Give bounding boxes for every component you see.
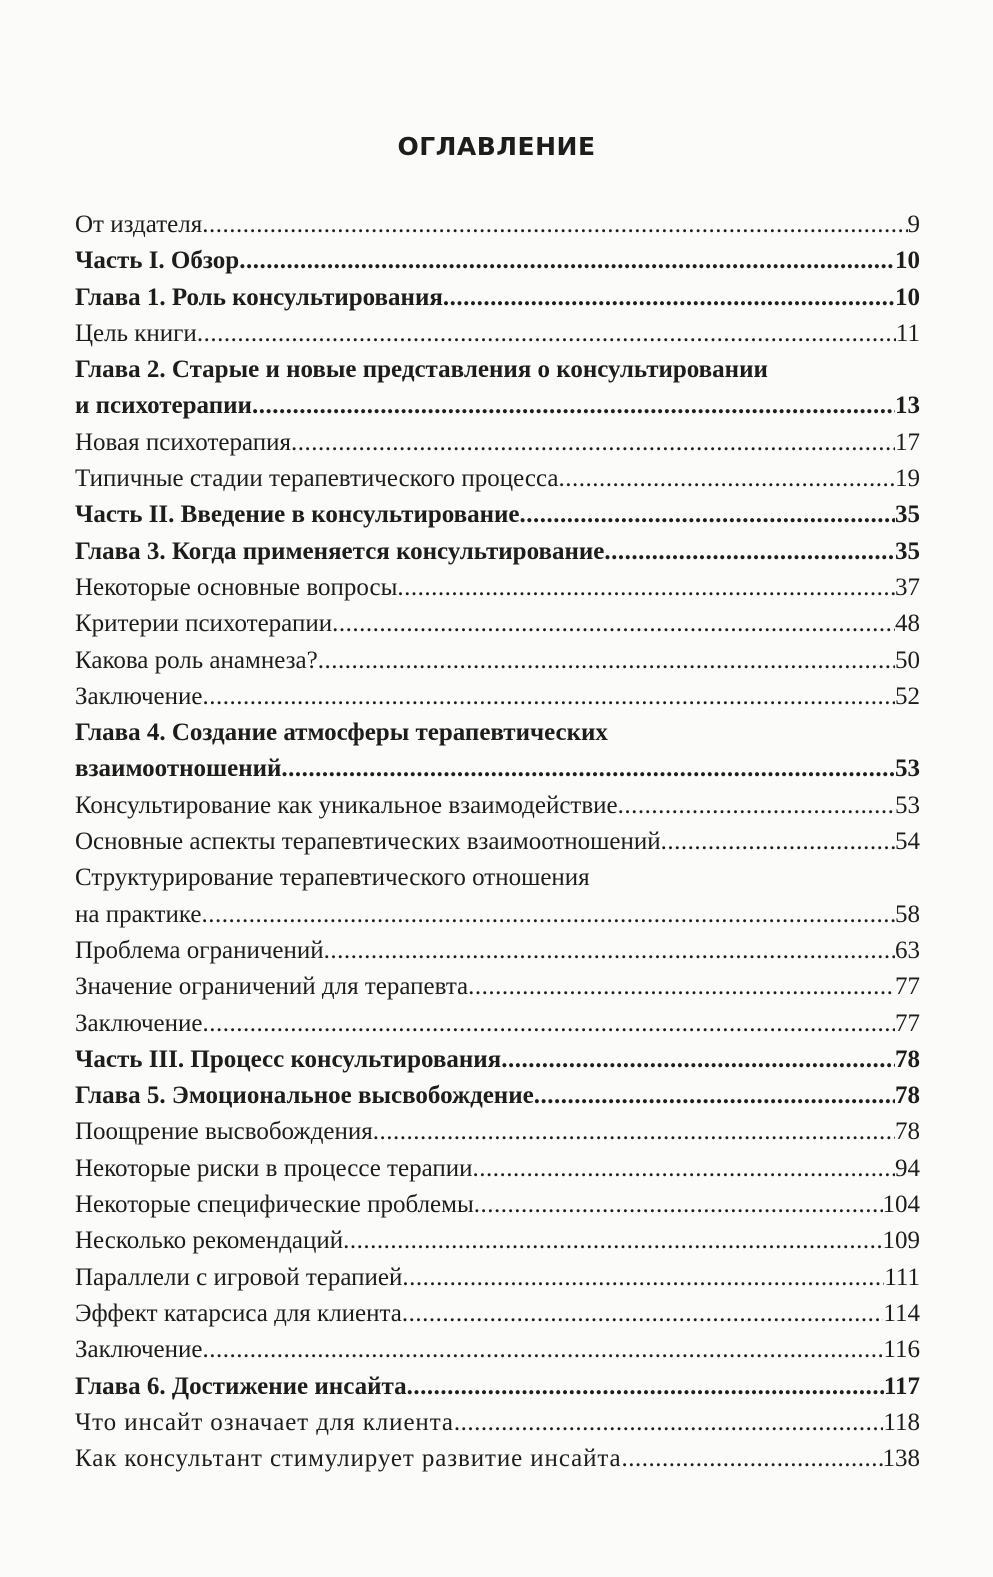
dot-leader	[203, 1332, 884, 1368]
toc-page-number: 138	[882, 1445, 920, 1473]
toc-entry	[75, 207, 920, 243]
toc-entry-title: Какова роль анамнеза?	[75, 646, 318, 674]
toc-entry	[75, 679, 920, 715]
toc-entry-line	[75, 1260, 920, 1296]
toc-entry-title: Некоторые специфические проблемы	[75, 1191, 474, 1219]
toc-entry	[75, 425, 920, 461]
table-of-contents	[75, 207, 920, 1477]
toc-page-number: 9	[907, 211, 920, 238]
toc-entry	[75, 715, 920, 788]
dot-leader	[520, 497, 895, 533]
toc-page-number: 10	[895, 283, 920, 311]
toc-entry-line	[75, 1114, 920, 1150]
toc-page-number: 53	[895, 791, 920, 819]
toc-entry	[75, 969, 920, 1005]
toc-entry-title: Заключение	[75, 1336, 203, 1364]
dot-leader	[559, 461, 896, 497]
dot-leader	[318, 643, 895, 679]
toc-entry-line	[75, 1006, 920, 1042]
dot-leader	[402, 1296, 884, 1332]
dot-leader	[402, 1260, 884, 1296]
toc-entry-title: Значение ограничений для терапевта	[75, 973, 469, 1001]
toc-entry-line	[75, 824, 920, 860]
toc-entry-line	[75, 534, 920, 570]
toc-entry	[75, 1296, 920, 1332]
toc-page-number: 48	[895, 610, 920, 638]
dot-leader	[332, 606, 895, 642]
toc-entry-line	[75, 1441, 920, 1477]
toc-entry-title: Часть III. Процесс консультирования	[75, 1045, 502, 1073]
toc-entry-title: Проблема ограничений	[75, 936, 324, 964]
toc-page-number: 111	[884, 1263, 920, 1291]
toc-entry-line	[75, 679, 920, 715]
toc-entry	[75, 1151, 920, 1187]
toc-entry-title: взаимоотношений	[75, 755, 282, 783]
toc-entry-line	[75, 1332, 920, 1368]
toc-entry-line	[75, 207, 920, 243]
toc-entry-title: Некоторые риски в процессе терапии	[75, 1154, 473, 1182]
toc-entry-line	[75, 933, 920, 969]
toc-page-number: 35	[895, 501, 920, 529]
toc-entry-line	[75, 969, 920, 1005]
toc-entry	[75, 534, 920, 570]
toc-entry	[75, 280, 920, 316]
toc-entry-line	[75, 461, 920, 497]
toc-entry	[75, 316, 920, 352]
toc-page-number: 109	[882, 1227, 920, 1255]
toc-entry-title-line: Структурирование терапевтического отношения	[75, 864, 590, 892]
toc-entry	[75, 1042, 920, 1078]
toc-entry	[75, 352, 920, 425]
toc-entry-line	[75, 1187, 920, 1223]
toc-entry-line	[75, 897, 920, 933]
dot-leader	[291, 425, 895, 461]
toc-entry-line	[75, 316, 920, 352]
toc-entry	[75, 643, 920, 679]
dot-leader	[281, 751, 895, 787]
toc-entry-line	[75, 1405, 920, 1441]
toc-page-number: 78	[895, 1082, 920, 1110]
dot-leader	[604, 534, 895, 570]
toc-entry-title: Консультирование как уникальное взаимодействие	[75, 791, 618, 819]
toc-page-number: 13	[895, 392, 920, 420]
toc-entry-line	[75, 1151, 920, 1187]
toc-entry-title-line: Глава 4. Создание атмосферы терапевтических	[75, 719, 608, 747]
toc-entry-line	[75, 243, 920, 279]
dot-leader	[661, 824, 895, 860]
toc-page-number: 11	[895, 319, 920, 347]
dot-leader	[203, 1006, 896, 1042]
toc-page-number: 58	[895, 900, 920, 928]
toc-page-number: 104	[882, 1191, 920, 1219]
dot-leader	[239, 243, 895, 279]
toc-entry-title: Что инсайт означает для клиента	[75, 1408, 454, 1436]
page-title: ОГЛАВЛЕНИЕ	[397, 132, 596, 161]
dot-leader	[501, 1042, 895, 1078]
toc-entry-line	[75, 497, 920, 533]
toc-page-number: 53	[895, 755, 920, 783]
toc-page-number: 77	[895, 1009, 920, 1037]
toc-entry-title: и психотерапии	[75, 392, 252, 420]
toc-entry-line	[75, 280, 920, 316]
dot-leader	[201, 897, 895, 933]
toc-entry	[75, 1223, 920, 1259]
toc-entry	[75, 1405, 920, 1441]
toc-entry-title-line: Глава 2. Старые и новые представления о консультировании	[75, 356, 768, 384]
toc-page-number: 118	[883, 1408, 920, 1436]
toc-entry-title: Как консультант стимулирует развитие инсайта	[75, 1445, 622, 1473]
toc-page-number: 94	[895, 1154, 920, 1182]
toc-entry	[75, 933, 920, 969]
toc-entry-title: Несколько рекомендаций	[75, 1227, 344, 1255]
toc-page-number: 35	[895, 537, 920, 565]
toc-page-number: 78	[895, 1045, 920, 1073]
toc-page-number: 52	[895, 682, 920, 710]
dot-leader	[407, 1369, 884, 1405]
toc-entry	[75, 461, 920, 497]
toc-page-number: 77	[895, 973, 920, 1001]
toc-entry-title: Параллели с игровой терапией	[75, 1263, 403, 1291]
toc-page-number: 116	[883, 1336, 920, 1364]
dot-leader	[343, 1223, 882, 1259]
dot-leader	[203, 679, 896, 715]
toc-page-number: 63	[895, 936, 920, 964]
toc-entry-title: Глава 3. Когда применяется консультирование	[75, 537, 605, 565]
toc-entry	[75, 788, 920, 824]
toc-entry-title: Основные аспекты терапевтических взаимоотношений	[75, 828, 661, 856]
toc-entry-title: Глава 5. Эмоциональное высвобождение	[75, 1082, 534, 1110]
toc-entry-line	[75, 1296, 920, 1332]
dot-leader	[473, 1151, 896, 1187]
dot-leader	[397, 570, 895, 606]
toc-entry-title: Часть II. Введение в консультирование	[75, 501, 520, 529]
toc-entry-line	[75, 1078, 920, 1114]
toc-entry-title: От издателя	[75, 211, 203, 238]
dot-leader	[373, 1114, 895, 1150]
toc-entry	[75, 570, 920, 606]
toc-entry	[75, 1114, 920, 1150]
toc-page-number: 114	[883, 1299, 920, 1327]
toc-entry	[75, 1078, 920, 1114]
toc-entry	[75, 243, 920, 279]
dot-leader	[474, 1187, 883, 1223]
toc-entry-title: на практике	[75, 900, 202, 928]
toc-entry	[75, 1369, 920, 1405]
toc-entry	[75, 1187, 920, 1223]
toc-entry-line	[75, 788, 920, 824]
toc-entry	[75, 1441, 920, 1477]
dot-leader	[454, 1405, 884, 1441]
toc-entry-title: Типичные стадии терапевтического процесса	[75, 465, 559, 493]
toc-entry-line	[75, 388, 920, 424]
toc-page-number: 117	[883, 1372, 920, 1400]
toc-entry-line	[75, 1369, 920, 1405]
dot-leader	[618, 788, 895, 824]
toc-entry-title: Некоторые основные вопросы	[75, 573, 398, 601]
toc-entry-title: Глава 6. Достижение инсайта	[75, 1372, 407, 1400]
dot-leader	[197, 316, 896, 352]
dot-leader	[622, 1441, 883, 1477]
toc-entry-title: Поощрение высвобождения	[75, 1118, 373, 1146]
toc-entry-title: Заключение	[75, 1009, 203, 1037]
toc-entry	[75, 606, 920, 642]
toc-page-number: 78	[895, 1118, 920, 1146]
toc-page-number: 37	[895, 573, 920, 601]
toc-page-number: 10	[895, 247, 920, 275]
toc-entry-line	[75, 1223, 920, 1259]
dot-leader	[443, 280, 895, 316]
toc-entry-title: Новая психотерапия	[75, 428, 291, 456]
toc-entry	[75, 1006, 920, 1042]
toc-entry-title: Цель книги	[75, 319, 197, 347]
toc-entry-line	[75, 425, 920, 461]
dot-leader	[534, 1078, 895, 1114]
toc-entry	[75, 1332, 920, 1368]
toc-page-number: 19	[895, 465, 920, 493]
toc-entry-line	[75, 751, 920, 787]
dot-leader	[468, 969, 895, 1005]
toc-entry-title: Глава 1. Роль консультирования	[75, 283, 443, 311]
dot-leader	[202, 207, 907, 243]
toc-entry	[75, 497, 920, 533]
toc-entry-line	[75, 606, 920, 642]
toc-entry	[75, 860, 920, 933]
dot-leader	[324, 933, 895, 969]
toc-entry-line	[75, 570, 920, 606]
toc-page-number: 17	[895, 428, 920, 456]
toc-entry-title: Часть I. Обзор	[75, 247, 240, 275]
toc-entry-line	[75, 1042, 920, 1078]
dot-leader	[252, 388, 895, 424]
toc-entry	[75, 824, 920, 860]
toc-entry-title: Эффект катарсиса для клиента	[75, 1299, 402, 1327]
toc-entry-title: Заключение	[75, 682, 203, 710]
toc-page-number: 54	[895, 828, 920, 856]
toc-entry	[75, 1260, 920, 1296]
toc-entry-line	[75, 643, 920, 679]
toc-page-number: 50	[895, 646, 920, 674]
toc-entry-title: Критерии психотерапии	[75, 610, 333, 638]
